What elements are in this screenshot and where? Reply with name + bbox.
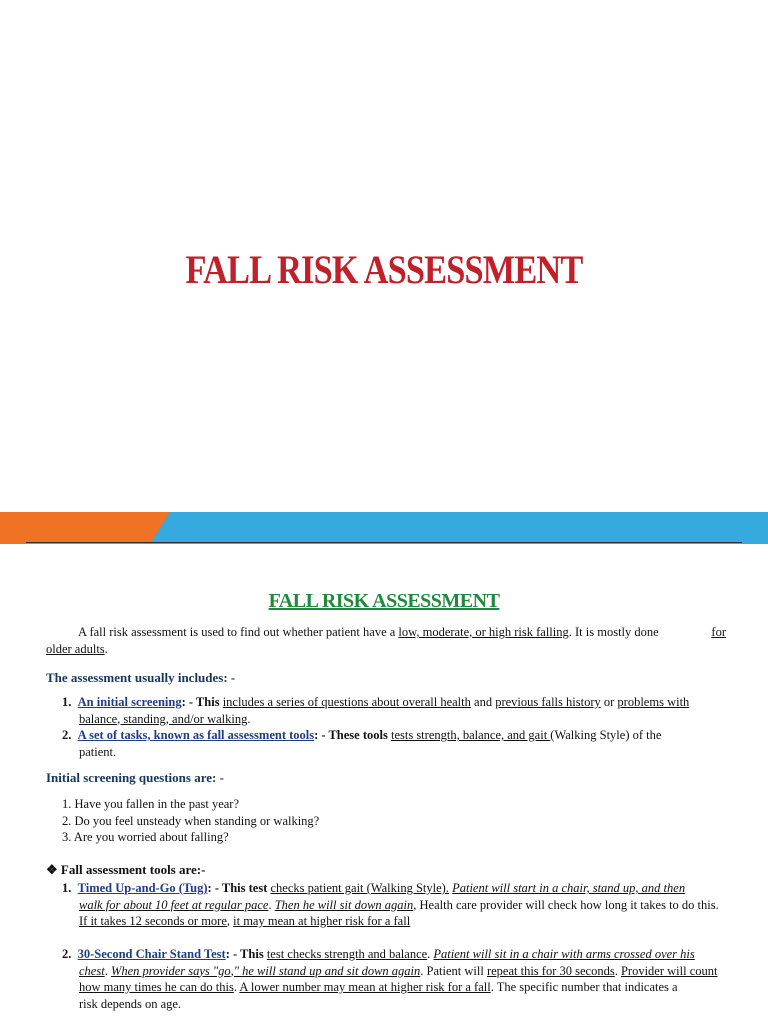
- list-number: 1.: [62, 695, 72, 709]
- item-text: risk depends on age.: [79, 996, 182, 1011]
- question-2: 2. Do you feel unsteady when standing or walking?: [62, 813, 320, 828]
- screening-heading: Initial screening questions are: -: [46, 770, 224, 785]
- tools-heading: ❖ Fall assessment tools are:-: [46, 862, 206, 877]
- document-page: [0, 544, 768, 1024]
- item-underline: checks patient gait (Walking Style).: [270, 881, 449, 895]
- item-underline: A lower number may mean at higher risk for a fall: [239, 980, 491, 994]
- intro-underline: low, moderate, or high risk falling: [398, 625, 569, 639]
- item-italic: chest: [79, 963, 105, 978]
- question-3: 3. Are you worried about falling?: [62, 830, 229, 844]
- item-text: ,: [226, 914, 234, 928]
- orange-band: [0, 512, 170, 544]
- intro-text: . It is mostly done: [568, 625, 659, 639]
- list-number: 2.: [62, 947, 72, 961]
- item-underline: balance, standing, and/or walking: [79, 711, 248, 726]
- item-underline: test checks strength and balance: [266, 947, 428, 961]
- intro-text: A fall risk assessment is used to find out whether patient have a: [78, 625, 399, 639]
- item-text: : - These tools: [314, 728, 391, 742]
- item-text: .: [614, 963, 621, 978]
- item-text: . Patient will: [420, 963, 487, 978]
- slide-title: FALL RISK ASSESSMENT: [185, 247, 583, 292]
- item-text: patient.: [79, 744, 117, 759]
- fall-tools-link: A set of tasks, known as fall assessment tools: [77, 728, 315, 742]
- list-number: 1.: [62, 881, 72, 895]
- item-text: or: [600, 695, 618, 709]
- item-underline: includes a series of questions about overall health: [222, 695, 471, 709]
- item-italic: Patient will start in a chair, stand up, and then: [452, 881, 686, 895]
- list-number: 2.: [62, 728, 72, 742]
- chair-stand-link: 30-Second Chair Stand Test: [77, 947, 226, 961]
- tug-link: Timed Up-and-Go (Tug): [77, 881, 208, 895]
- item-text: Health care provider will check how long it takes to do this.: [416, 897, 719, 912]
- intro-paragraph: [46, 624, 726, 657]
- intro-underline: older adults: [46, 641, 105, 656]
- item-underline: previous falls history: [495, 695, 601, 709]
- item-text: : - This test: [207, 881, 271, 895]
- item-underline: how many times he can do this: [79, 980, 234, 994]
- document-title: FALL RISK ASSESSMENT: [268, 590, 500, 612]
- band-notch: [150, 512, 170, 544]
- item-text: .: [104, 963, 111, 978]
- item-underline: tests strength, balance, and gait: [390, 728, 551, 742]
- item-text: (Walking Style) of the: [550, 728, 662, 742]
- item-text: : - This: [225, 947, 267, 961]
- item-text: .: [233, 980, 240, 994]
- item-underline: problems with: [617, 695, 690, 709]
- screening-questions: [62, 796, 662, 846]
- item-text: .: [427, 947, 434, 961]
- initial-screening-link: An initial screening: [77, 695, 182, 709]
- item-underline: repeat this for 30 seconds: [486, 963, 615, 978]
- item-italic: Then he will sit down again,: [274, 897, 417, 912]
- item-italic: When provider says "go," he will stand up and sit down again: [110, 963, 421, 978]
- question-1: 1. Have you fallen in the past year?: [62, 797, 240, 811]
- intro-text: .: [104, 641, 108, 656]
- item-italic: walk for about 10 feet at regular pace: [79, 897, 269, 912]
- item-text: and: [470, 695, 496, 709]
- tool-item-2: [62, 946, 724, 1012]
- tool-item-1: [62, 880, 724, 930]
- blue-band: [170, 512, 768, 544]
- intro-underline: for: [711, 625, 726, 639]
- divider-line: [26, 542, 742, 543]
- item-underline: it may mean at higher risk for a fall: [233, 914, 411, 928]
- item-underline: If it takes 12 seconds or more: [79, 914, 227, 928]
- item-underline: Provider will count: [620, 963, 718, 978]
- item-italic: Patient will sit in a chair with arms crossed over his: [433, 947, 695, 961]
- item-text: .: [247, 711, 251, 726]
- item-text: .: [268, 897, 275, 912]
- item-text: . The specific number that indicates a: [490, 980, 678, 994]
- include-item-1: [62, 694, 724, 727]
- item-text: : - This: [181, 695, 223, 709]
- include-item-2: [62, 727, 724, 760]
- includes-heading: The assessment usually includes: -: [46, 670, 236, 685]
